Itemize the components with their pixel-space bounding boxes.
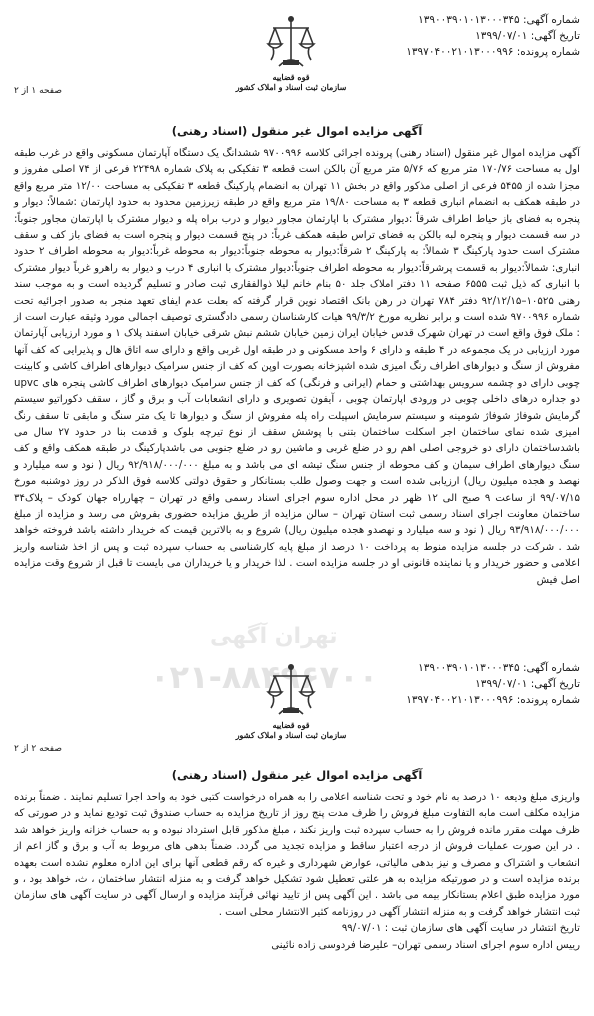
notice-2-meta: [406, 660, 580, 708]
notice-2-paragraph: واریزی مبلغ ودیعه ۱۰ درصد به نام خود و تحت شناسه اعلامی را به همراه درخواست کتبی خود به واحد اجرا تسلیم نمایند . ضمناً برنده مزایده مکلف است مابه التفاوت مبلغ فروش را ظرف مدت پنج روز از تاریخ مزایده به حساب صندوق ثبت تودیع نماید و در صورتی که ظرف مهلت مقرر مانده فروش را به حساب سپرده ثبت واریز نکند ، مبلغ مذکور قابل استرداد نبوده و به حساب خزانه واریز خواهد شد . در این صورت عملیات فروش از درجه اعتبار ساقط و مزایده تجدید می گردد. ضمناً بدهی های مربوط به آب و برق و گاز اعم از انشعاب و اشتراک و مصرف و نیز بدهی مالیاتی، عوارض شهرداری و غیره که رقم قطعی آنها برای این اداره معلوم نشده است بعهده برنده مزایده است و در صورتیکه مزایده به هر علتی تعطیل شود تشکیل خواهد گرفت و به منزله انتشار ساختمان ، ث، خواهد بود ، و مورد مزایده طبق اعلام بستانکار بیمه می باشد . این آگهی پس از تایید نهائی فرآیند مزایده و ارسال آگهی در سایت آگهی های سازمان ثبت انتشار خواهد گرفت و به منزله انتشار آگهی در روزنامه کثیر الانتشار محلی است .: [14, 792, 580, 918]
notice-1-body: [14, 146, 580, 589]
notice-1-paragraph: آگهی مزایده اموال غیر منقول (اسناد رهنی) پرونده اجرائی کلاسه ۹۷۰۰۹۹۶ ششدانگ یک دستگاه آپارتمان مسکونی واقع در غرب طبقه اول به مساحت ۱۷۰/۷۶ متر مربع که ۵/۷۶ متر مربع آن بالکن است قطعه ۳ تفکیکی به پلاک شماره ۲۲۴۹۸ فرعی از ۷۴ اصلی مفروز و مجزا شده از ۵۴۵۵ فرعی از اصلی مذکور واقع در بخش ۱۱ تهران به انضمام پارکینگ قطعه ۳ تفکیکی به مساحت ۱۲/۰۰ متر مربع واقع در طبقه همکف به انضمام انباری قطعه ۳ به مساحت ۱۹/۸۰ متر مربع واقع در طبقه زیرزمین محدود به حدود اپارتمان :شمالاً: دیوار و پنجره به فضای باز حیاط اطراف شرقاً :دیوار مشترک با اپارتمان مجاور دیوار و درب براه پله و دیوار مشترک با اپارتمان مجاور جنوباً: در سه قسمت دیوار و پنجره لبه بالکن به فضای تراس طبقه همکف غرباً: در پنج قسمت دیوار و پنجره است به فضای باز کف و سقف مشترک است حدود پارکینگ ۳ شمالاً: به پارکینگ ۲ شرقاً:دیوار به محوطه جنوباً:دیوار به محوطه غرباً:دیوار به محوطه اطراف ۲ حدود انباری: شمالاً:دیوار به قسمت پرشرقاً:دیوار به محوطه اطراف جنوباً:دیوار مشترک با انباری ۴ درب و دیوار به راهرو غرباً دیوار مشترک با انباری که ذیل ثبت ۶۵۵۵ صفحه ۱۱ دفتر املاک جلد ۵۰ بنام خانم لیلا ذوالفقاری ثبت صادر و تسلیم گردیده است و به موجب سند رهنی ۱۰۵۲۵–۹۲/۱۲/۱۵ دفتر ۷۸۴ تهران در رهن بانک اقتصاد نوین قرار گرفته که بعلت عدم ایفای تعهد منجر به صدور اجرائیه تحت شماره ۹۷۰۰۹۹۶ شده است و برابر نظریه مورخ ۹۹/۳/۲ هیات کارشناسان رسمی دادگستری توصیف اجمالی مورد وثیقه عبارت است از : ملک فوق واقع است در تهران شهرک قدس خیابان ایران زمین خیابان ششم نبش شرقی خیابان اسفند پلاک ۱ و مورد ارزیابی آپارتمان مورد ارزیابی در یک مجموعه در ۴ طبقه و دارای ۶ واحد مسکونی و در طبقه اول غربی واقع و دارای سه اتاق هال و پذیرایی که کف آنها مفروش از سنگ و دیوارهای اطراف رنگ امیزی شده اشپزخانه بصورت اوپن که کف از جنس سرامیک دیوارهای اطراف کاشی و کابینت چوبی دارای دو چشمه سرویس بهداشتی و حمام (ایرانی و فرنگی) که کف از جنس سرامیک دیوارهای اطراف کاشی پنجره های upvc دو جداره درهای داخلی چوبی در ورودی اپارتمان چوبی ، آیفون تصویری و دارای انشعابات آب و برق و گاز ، سقف دکوراتیو سیستم گرمایش شوفاژ شوفاژ شومینه و سیستم سرمایش اسپیلت راه پله مفروش از سنگ و دیوارها تا یک متر سنگ و مابقی تا سقف رنگ امیزی شده نمای ساختمان اجر اسکلت ساختمان بتنی با پوشش سقف از نوع تیرچه بلوک و قدمت بنا در حدود ۲۷ سال می باشدساختمان دارای دو خروجی اصلی اهم رو در ضلع غربی و ماشین رو در ضلع جنوبی می باشدپارکینگ در طبقه همکف واقع و کف سنگ دیوارهای اطراف سیمان و کف محوطه از جنس سنگ تیشه ای می باشد و به مبلغ ۹۲/۹۱۸/۰۰۰/۰۰۰ ریال ( نود و سه میلیارد و نهصد و هجده میلیون ریال) ارزیابی شده است و جهت وصول طلب بستانکار و حقوق دولتی کلاسه فوق الذکر در روز دوشنبه مورخ ۹۹/۰۷/۱۵ از ساعت ۹ صبح الی ۱۲ ظهر در محل اداره سوم اجرای اسناد رسمی واقع در تهران – چهارراه جهان کودک – پلاک۳۴ ساختمان معاونت اجرای اسناد رسمی ثبت استان تهران – سالن مزایده از طریق مزایده حضوری بفروش می رسد و مزایده از مبلغ ۹۳/۹۱۸/۰۰۰/۰۰۰ ریال ( نود و سه میلیارد و نهصدو هجده میلیون ریال) شروع و به بالاترین قیمت که خریدار داشته باشد فروخته خواهد شد . شرکت در جلسه مزایده منوط به پرداخت ۱۰ درصد از مبلغ پایه کارشناسی به حساب سپرده ثبت و پس از اخذ شناسه واریز اعلامی و حضور خریدار و یا نماینده قانونی او در جلسه مزایده است . لذا خریدار و یا خریداران می بایست تا قبل از شروع وقت مزایده اصل فیش: [14, 148, 581, 586]
watermark-brand: تهران آگهی: [210, 624, 338, 649]
notice-1-meta: [406, 12, 580, 60]
file-number: شماره پرونده: ۱۳۹۷۰۴۰۰۲۱۰۱۳۰۰۰۹۹۶: [406, 46, 580, 58]
page-number: صفحه ۱ از ۲: [14, 86, 62, 96]
organization-name: سازمان ثبت اسناد و املاک کشور: [235, 730, 347, 740]
scales-of-justice-icon: [265, 662, 317, 720]
notice-date: تاریخ آگهی: ۱۳۹۹/۰۷/۰۱: [475, 30, 580, 42]
page-number: صفحه ۲ از ۲: [14, 744, 62, 754]
notice-2-title: آگهی مزایده اموال غیر منقول (اسناد رهنی): [171, 768, 423, 782]
notice-2-header: [14, 660, 580, 770]
ministry-name: قوه قضاییه: [272, 720, 310, 730]
publication-date: تاریخ انتشار در سایت آگهی های سازمان ثبت : ۹۹/۰۷/۰۱: [341, 923, 580, 935]
watermark-phone: ۰۲۱-۸۸۴۹۶۷۰۰: [150, 658, 379, 696]
notice-date: تاریخ آگهی: ۱۳۹۹/۰۷/۰۱: [475, 678, 580, 690]
file-number: شماره پرونده: ۱۳۹۷۰۴۰۰۲۱۰۱۳۰۰۰۹۹۶: [406, 694, 580, 706]
notice-1-header: [14, 12, 580, 122]
judiciary-emblem: [235, 662, 347, 758]
notice-number: شماره آگهی: ۱۳۹۰۰۳۹۰۱۰۱۳۰۰۰۳۴۵: [418, 662, 580, 674]
judiciary-emblem: [235, 14, 347, 110]
notice-number: شماره آگهی: ۱۳۹۰۰۳۹۰۱۰۱۳۰۰۰۳۴۵: [418, 14, 580, 26]
notice-1-title: آگهی مزایده اموال غیر منقول (اسناد رهنی): [171, 124, 423, 138]
signature-line: رییس اداره سوم اجرای اسناد رسمی تهران– علیرضا فردوسی زاده نائینی: [271, 939, 580, 951]
notice-2-body: [14, 790, 580, 954]
organization-name: سازمان ثبت اسناد و املاک کشور: [235, 82, 347, 92]
ministry-name: قوه قضاییه: [272, 72, 310, 82]
scales-of-justice-icon: [265, 14, 317, 72]
